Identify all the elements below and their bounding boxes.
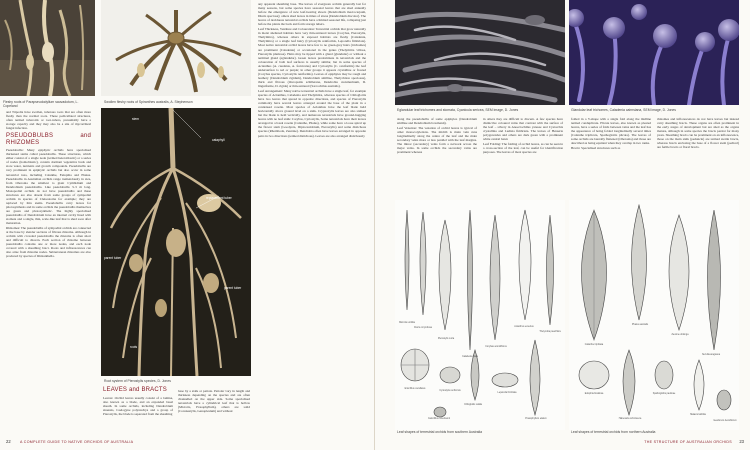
label-parent-tuber-2: parent tuber xyxy=(224,286,242,290)
plate1-label-1: Diuris corymbosa xyxy=(414,327,432,329)
photo-fleshy-roots xyxy=(0,0,95,96)
right-col3-text: folded in a V-shape with a single fold along the midline termed conduplicate. Plicate leaves, also known as pleated leaves, have a series of folds between veins and the leaf has the appearance of being folded longitudinally several times (Calanthe triplicata, Spathoglottis plicata). The leaves of some orchids are laterally flattened (Oberonia) and those are described as being equitant when they overlap in two ranks. xyxy=(571,117,651,146)
right-column-1 xyxy=(397,117,477,197)
col4-arrangement: Leaf Arrangement: Many native terrestrial orchids have a single leaf, for example species of Acianthus, Caladenia and Thelymitra, whereas species of Chiloglottis have two leaves that spread in opposite directions, and species of Pterostylis commonly have several leaves arranged around the base of the plant in a condensed rosette. Most species of Acianthus have the leaf blade held horizontally above ground level on a stalk. Cryptostylis leaves are also stalked but the blade is held vertically, and numerous terrestrials have ground-hugging leaves with no leaf stalk: Corybas, Cyrtostylis, Some terrestrials have their leaves arranged in a basal rosette (Calanthe, Phaius), while some have a loose spiral up the flower stem (Goodyera, Diplocaulobium, Pterostylis) and some distichous species (Rhomboda, Zeuxine). Dendrobia often have leaves arranged in opposite pairs in two directions (termed distichous). Leaves are also arranged distichously xyxy=(258,88,366,138)
plate1-label-9: Chiloglottis valida xyxy=(464,404,482,406)
plate1-label-6: Thelymitra pauciflora xyxy=(539,331,561,333)
heading-pseudobulbs: PSEUDOBULBS and RHIZOMES xyxy=(6,133,91,146)
plate1-label-10: Leporella fimbriata xyxy=(497,392,517,394)
plate1-label-7: Eriochilus cucullatus xyxy=(404,388,426,390)
photo-sem-glandular xyxy=(569,0,739,105)
plate2-label-2: Zeuxine oblonga xyxy=(671,334,689,336)
heading-leaves: LEAVES and BRACTS xyxy=(103,387,167,393)
right-photo1-caption: Eglandular leaf trichomes and stomata, Cyanicula sericea, SEM image, D. Jones xyxy=(397,108,519,112)
col2-bottom: Leaves: Orchid leaves usually consist of a lamina, also known as a blade, and an expanded basal sheath. In some orchids, including Dendrobium sinensis, Caelogyne polystachya and a group of Pterostylis, the blade is separated from the sheathing xyxy=(103,395,173,416)
plate1-label-8: Cyrtostylis reniformis xyxy=(439,390,461,392)
right-col2-folding: Leaf Folding: The folding of orchid leaves, as can be seen in a cross-section of the leaf, can be useful for identification purposes. The leaves of most species are xyxy=(483,142,563,155)
right-col2-text: in others they are difficult to discern. A few species have distinctive coloured veins that contrast with the surface of the leaf – silvery in Anoectochilus yatesae and Cystorchis crystallina and Ludisia fimbriata. The leaves of Hetaeria polygonoides and others are dark green with a prominent white central band. xyxy=(483,117,563,142)
label-cataphyll: cataphyll xyxy=(212,138,225,142)
left-column-1 xyxy=(6,110,91,430)
right-page xyxy=(375,0,750,450)
plate2-label-1: Phaius australis xyxy=(631,324,649,326)
right-column-3 xyxy=(571,117,651,197)
col1-intro: and Tripodia have swollen, tuberous roots that are often more fleshy than the normal roots. These pedicellated structures, often termed tuberoids or root-tubers, presumably have a storage capacity and they may also be a site of mycorrhizal fungal infection. xyxy=(6,110,91,131)
col1-rhizomes: Rhizomes: The pseudobulbs of sympodial orchids are connected at the base by slender sections of fibrous rhizome. Although in orchids with crowded pseudobulbs the rhizome is often short and difficult to discern. Each section of rhizome between pseudobulbs contains one or more nodes, and each node covered with a sheathing bract. Roots and inflorescences can also arise from rhizome nodes. Subterranean rhizomes are also produced by species of Rhizanthella. xyxy=(6,226,91,259)
col4-text: any apparent sheathing base. The leaves of evergreen orchids generally last for many seasons, but some species have seasonal leaves that are shed annually before the emergence of new leaf-bearing shoots (Dendrobium macrocarpum, Diuris speciosa); others shed leaves in times of stress (Dendrobium discolor). The leaves of deciduous terrestrial orchids have a limited seasonal life, collapsing just before the plants die back and form storage tubers. xyxy=(258,2,366,27)
right-col4-text: rhizomes and inflorescences do not have leaves but instead carry sheathing bracts. These organs are often prominent in the early stages of development but are shed as the organs mature, although in some species the bracts persist for many years. Sheathing bracts can be prominent on an inflorescence, those on the main stalk (peduncle) are termed sterile bracts, whereas bracts enclosing the base of a flower stem (pedicel) are fertile bracts or floral bracts. xyxy=(657,117,739,150)
plate1-label-2: Pterostylis curta xyxy=(437,338,455,340)
label-stem: stem xyxy=(132,117,139,121)
left-column-3-bottom xyxy=(178,389,250,434)
leaf-plate-southern xyxy=(395,200,565,430)
col3-bottom: base by a stalk or petiole. Petiolar vary in length and thickness depending on the species and are often channelled on the upper side. Some specialised terrestrials have a cylindrical leaf that is hollow (Microtis, Prasophyllum), others are solid (Corunastylis, Genoplesium) and without xyxy=(178,389,250,414)
plate2-label-0: Calanthe triplicata xyxy=(584,344,604,346)
photo2-caption: Swollen fleshy roots of Spiranthes australis, A. Stephenson xyxy=(104,100,193,104)
plate1-label-12: Calochilus robertsonii xyxy=(428,418,450,420)
photo-root-system xyxy=(101,108,251,376)
page-number-left: 22 xyxy=(6,439,11,444)
label-replacement-tuber: replacement tuber xyxy=(206,196,232,200)
photo1-caption: Fleshy roots of Parapseudodyllum sauvadotum, L. Copeland xyxy=(3,100,79,109)
plate2-label-3: Nervilia aragoana xyxy=(701,354,720,356)
right-col3-bracts: Bracts: Specialised structures such as xyxy=(571,146,621,151)
leaf-plate-northern xyxy=(569,200,739,430)
label-roots: roots xyxy=(130,345,138,349)
right-col1-text: along the pseudobulbs of some epiphytes (Dendrobium smilliae and Dendrobium bowmanii). xyxy=(397,117,477,126)
plate2-caption: Leaf shapes of terrestrial orchids from northern Australia xyxy=(571,430,656,434)
footer-left: A COMPLETE GUIDE TO NATIVE ORCHIDS OF AUSTRALIA xyxy=(20,440,134,444)
plate1-label-3: Caladenia flava xyxy=(462,356,478,358)
col1-body: Pseudobulbs: Many epiphytic orchids have specialised thickened stems called pseudobulbs. These structures, which either consist of a single node (termed heteroblastic) or a series of nodes (homoblastic), contain dormant vegetative buds and store water, nutrients and growth compounds. Pseudobulbs are very prominent in epiphytic orchids but also occur in some terrestrial taxa, including Calanthe, Eulophia and Phaius. Pseudobulbs in Australian orchids range tremendously in size, from Oberonia the smallest to giant Cymbidium and Dendrobium pseudobulbs. Like pseudobulbs 3–5 m long. Monopodial orchids do not have pseudobulbs and these structures are also absent from some groups of sympodial orchids in species of Cleisostoma for example; they are replaced by thin stems. Pseudobulbs carry leaves for photosynthesis and in some orchids the pseudobulbs themselves are green and photosynthetic. The highly specialised pseudobulbs of Dendrobium have an internal cavity lined with stomata and a single, thin, scale-like leaf that is shed soon after maturation. xyxy=(6,148,91,226)
plate2-label-8: Geodorum densiflorum xyxy=(713,420,737,422)
plate1-label-4: Corybas aconitiflorus xyxy=(485,346,507,348)
footer-right: THE STRUCTURE OF AUSTRALIAN ORCHIDS xyxy=(644,440,732,444)
plate2-label-6: Spathoglottis paulinae xyxy=(652,393,676,395)
col4-vestiture: Leaf Thickness, Vestiture and Colouration: Terrestrial orchids that grow naturally in moist sheltered habitats have very thin-textured leaves (Corybas, Pterostylis, Thelymitra), whereas others in exposed habitats are fleshy (Caladenia, Thelymitra) or a single leaf hairy (Cyrtostylis reniformis, Leporella fimbriata). Most native terrestrial orchid leaves have few to no green-grey hairs (trichomes) are prominent (Caladenia) or occasional in the genus (Thelymitra villosa, Pterostylis plumosa). Hairs may be tipped with a gland (glandular) or without a terminal gland (eglandular). Green leaves predominate in terrestrials and the colouration of both leaf surfaces is usually similar, but in some species of Acianthus (A. caudatus, A. fornicatus) and Cyrtostylis (C. reniformis) the leaf undersurface is red or purple; in other groups it appears crystalline or frosted (Corybas species, Cyrtostylis reniformis). Leaves of epiphytes may be rough and leathery (Dendrobium rigidum), Dendrobium smilliae, Thelychiton speciosus), thick and fibrous (Oncopsida schillerana, Dendrobia cucumerinum, D. linguiforme, D. rigida) or thin-textured (Sarcochilus australis). xyxy=(258,27,366,88)
plate2-label-5: Habenaria ochroleuca xyxy=(618,418,642,420)
plate1-caption: Leaf shapes of terrestrial orchids from southern Australia xyxy=(397,430,482,434)
left-column-2-bottom xyxy=(103,384,173,434)
right-col1-venation: Leaf Venation: The venation of orchid leaves is typical of other monocotyledons. The midrib is main vein runs longitudinally along the centre of the leaf and the main secondary veins more or less parallel with the leaf margins. The minor (secondary) veins form a network across the major veins. In some orchids the secondary veins are prominent whereas xyxy=(397,126,477,155)
plate2-label-7: Malaxis latifolia xyxy=(690,414,706,416)
left-column-4 xyxy=(258,2,366,434)
page-number-right: 23 xyxy=(739,439,744,444)
right-photo2-caption: Glandular leaf trichomes, Caladenia cairnsiana, SEM image, D. Jones xyxy=(571,108,676,112)
plate1-label-0: Microtis unifolia xyxy=(399,322,415,324)
right-column-2 xyxy=(483,117,563,197)
right-column-4 xyxy=(657,117,739,197)
label-parent-tuber: parent tuber xyxy=(104,256,122,260)
photo3-caption: Root system of Pterostylis species, D. Jones xyxy=(104,379,171,383)
photo-swollen-roots xyxy=(101,0,251,96)
plate1-label-11: Prasophyllum elatum xyxy=(525,418,547,420)
photo-sem-eglandular xyxy=(395,0,565,105)
plate2-label-4: Eulophia bicallosa xyxy=(584,393,604,395)
plate1-label-5: Acianthus exsertus xyxy=(514,326,534,328)
